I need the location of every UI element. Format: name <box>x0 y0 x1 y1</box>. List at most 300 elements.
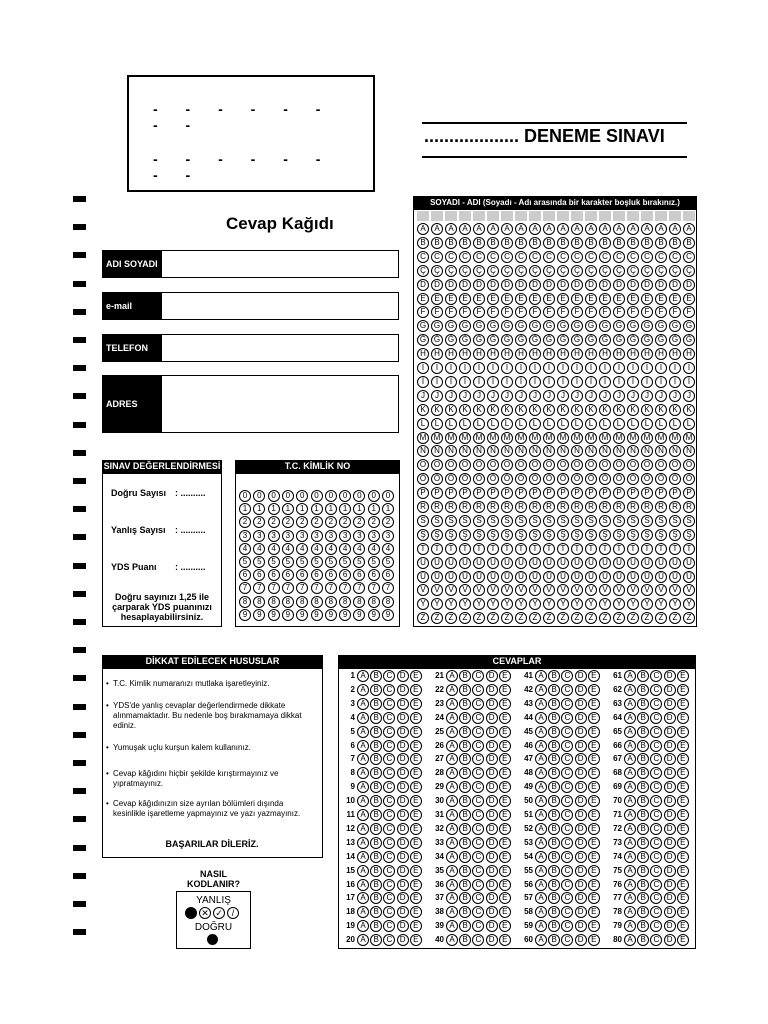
name-letter-bubble[interactable]: J <box>459 390 471 402</box>
name-letter-bubble[interactable]: Ö <box>557 473 569 485</box>
answer-bubble[interactable]: B <box>370 823 382 835</box>
answer-bubble[interactable]: E <box>588 851 600 863</box>
name-letter-bubble[interactable]: J <box>627 390 639 402</box>
name-letter-bubble[interactable]: P <box>543 487 555 499</box>
name-letter-bubble[interactable]: S <box>655 515 667 527</box>
tc-digit-bubble[interactable]: 4 <box>382 543 394 555</box>
name-letter-bubble[interactable]: L <box>669 418 681 430</box>
answer-bubble[interactable]: E <box>499 740 511 752</box>
name-letter-bubble[interactable]: Z <box>543 612 555 624</box>
answer-bubble[interactable]: B <box>459 934 471 946</box>
answer-bubble[interactable]: B <box>637 670 649 682</box>
name-letter-bubble[interactable]: F <box>417 306 429 318</box>
name-letter-bubble[interactable]: R <box>431 501 443 513</box>
name-write-cell[interactable] <box>585 211 597 221</box>
answer-bubble[interactable]: D <box>486 851 498 863</box>
answer-bubble[interactable]: D <box>664 906 676 918</box>
name-letter-bubble[interactable]: R <box>669 501 681 513</box>
tc-digit-bubble[interactable]: 0 <box>296 490 308 502</box>
answer-bubble[interactable]: A <box>624 906 636 918</box>
name-letter-bubble[interactable]: D <box>599 279 611 291</box>
name-letter-bubble[interactable]: A <box>459 223 471 235</box>
answer-bubble[interactable]: E <box>410 781 422 793</box>
name-letter-bubble[interactable]: R <box>557 501 569 513</box>
answer-bubble[interactable]: C <box>561 865 573 877</box>
name-letter-bubble[interactable]: T <box>599 543 611 555</box>
name-letter-bubble[interactable]: C <box>473 251 485 263</box>
answer-bubble[interactable]: D <box>397 879 409 891</box>
name-letter-bubble[interactable]: C <box>627 251 639 263</box>
name-letter-bubble[interactable]: Y <box>515 598 527 610</box>
name-letter-bubble[interactable]: E <box>683 293 695 305</box>
name-letter-bubble[interactable]: O <box>669 459 681 471</box>
name-letter-bubble[interactable]: H <box>459 348 471 360</box>
name-letter-bubble[interactable]: K <box>529 404 541 416</box>
name-letter-bubble[interactable]: A <box>515 223 527 235</box>
name-letter-bubble[interactable]: V <box>515 584 527 596</box>
answer-bubble[interactable]: B <box>637 851 649 863</box>
name-letter-bubble[interactable]: E <box>529 293 541 305</box>
name-letter-bubble[interactable]: H <box>529 348 541 360</box>
name-letter-bubble[interactable]: U <box>683 557 695 569</box>
name-letter-bubble[interactable]: İ <box>641 376 653 388</box>
name-letter-bubble[interactable]: V <box>627 584 639 596</box>
answer-bubble[interactable]: C <box>650 879 662 891</box>
name-letter-bubble[interactable]: Z <box>683 612 695 624</box>
answer-bubble[interactable]: E <box>677 712 689 724</box>
tc-digit-bubble[interactable]: 0 <box>339 490 351 502</box>
answer-bubble[interactable]: C <box>561 781 573 793</box>
name-letter-bubble[interactable]: Ü <box>641 571 653 583</box>
answer-bubble[interactable]: E <box>499 753 511 765</box>
name-letter-bubble[interactable]: L <box>487 418 499 430</box>
name-letter-bubble[interactable]: Z <box>655 612 667 624</box>
answer-bubble[interactable]: B <box>459 892 471 904</box>
answer-bubble[interactable]: D <box>397 892 409 904</box>
answer-bubble[interactable]: C <box>561 767 573 779</box>
name-letter-bubble[interactable]: S <box>683 515 695 527</box>
name-letter-bubble[interactable]: T <box>417 543 429 555</box>
name-letter-bubble[interactable]: U <box>571 557 583 569</box>
name-letter-bubble[interactable]: A <box>501 223 513 235</box>
name-letter-bubble[interactable]: L <box>641 418 653 430</box>
name-letter-bubble[interactable]: E <box>557 293 569 305</box>
answer-bubble[interactable]: C <box>650 906 662 918</box>
name-letter-bubble[interactable]: K <box>501 404 513 416</box>
answer-bubble[interactable]: B <box>637 698 649 710</box>
name-letter-bubble[interactable]: C <box>445 251 457 263</box>
answer-bubble[interactable]: B <box>637 837 649 849</box>
answer-bubble[interactable]: D <box>397 712 409 724</box>
name-letter-bubble[interactable]: Ö <box>501 473 513 485</box>
tc-digit-bubble[interactable]: 8 <box>368 596 380 608</box>
answer-bubble[interactable]: E <box>410 740 422 752</box>
name-letter-bubble[interactable]: M <box>585 432 597 444</box>
name-write-cell[interactable] <box>669 211 681 221</box>
tc-digit-bubble[interactable]: 7 <box>311 582 323 594</box>
answer-bubble[interactable]: E <box>588 698 600 710</box>
answer-bubble[interactable]: A <box>446 920 458 932</box>
tc-digit-bubble[interactable]: 7 <box>382 582 394 594</box>
name-letter-bubble[interactable]: F <box>459 306 471 318</box>
answer-bubble[interactable]: C <box>561 934 573 946</box>
name-letter-bubble[interactable]: H <box>487 348 499 360</box>
name-letter-bubble[interactable]: I <box>431 362 443 374</box>
answer-bubble[interactable]: B <box>548 753 560 765</box>
answer-bubble[interactable]: C <box>383 712 395 724</box>
answer-bubble[interactable]: B <box>370 879 382 891</box>
tc-digit-bubble[interactable]: 2 <box>239 516 251 528</box>
name-letter-bubble[interactable]: N <box>515 445 527 457</box>
name-letter-bubble[interactable]: F <box>627 306 639 318</box>
answer-bubble[interactable]: D <box>486 934 498 946</box>
name-letter-bubble[interactable]: N <box>501 445 513 457</box>
name-letter-bubble[interactable]: Ö <box>543 473 555 485</box>
tc-digit-bubble[interactable]: 8 <box>282 596 294 608</box>
answer-bubble[interactable]: B <box>459 865 471 877</box>
tc-digit-bubble[interactable]: 1 <box>253 503 265 515</box>
name-letter-bubble[interactable]: E <box>599 293 611 305</box>
name-letter-bubble[interactable]: T <box>641 543 653 555</box>
answer-bubble[interactable]: C <box>561 753 573 765</box>
name-letter-bubble[interactable]: F <box>543 306 555 318</box>
name-letter-bubble[interactable]: J <box>557 390 569 402</box>
name-letter-bubble[interactable]: S <box>417 515 429 527</box>
name-letter-bubble[interactable]: P <box>613 487 625 499</box>
name-letter-bubble[interactable]: Ö <box>599 473 611 485</box>
answer-bubble[interactable]: B <box>459 837 471 849</box>
name-letter-bubble[interactable]: R <box>445 501 457 513</box>
name-letter-bubble[interactable]: F <box>501 306 513 318</box>
name-letter-bubble[interactable]: E <box>445 293 457 305</box>
tc-digit-bubble[interactable]: 4 <box>339 543 351 555</box>
tc-digit-bubble[interactable]: 5 <box>368 556 380 568</box>
name-letter-bubble[interactable]: Ü <box>445 571 457 583</box>
answer-bubble[interactable]: E <box>499 670 511 682</box>
tc-digit-bubble[interactable]: 9 <box>268 609 280 621</box>
answer-bubble[interactable]: B <box>459 670 471 682</box>
name-letter-bubble[interactable]: Ü <box>571 571 583 583</box>
name-letter-bubble[interactable]: Ğ <box>627 334 639 346</box>
answer-bubble[interactable]: E <box>677 823 689 835</box>
answer-bubble[interactable]: C <box>383 670 395 682</box>
answer-bubble[interactable]: D <box>486 698 498 710</box>
tc-digit-bubble[interactable]: 1 <box>339 503 351 515</box>
name-letter-bubble[interactable]: L <box>613 418 625 430</box>
name-letter-bubble[interactable]: E <box>501 293 513 305</box>
tc-digit-bubble[interactable]: 6 <box>353 569 365 581</box>
answer-bubble[interactable]: E <box>588 934 600 946</box>
name-letter-bubble[interactable]: İ <box>459 376 471 388</box>
name-letter-bubble[interactable]: A <box>613 223 625 235</box>
name-letter-bubble[interactable]: Ö <box>473 473 485 485</box>
name-letter-bubble[interactable]: Y <box>669 598 681 610</box>
name-letter-bubble[interactable]: R <box>571 501 583 513</box>
name-letter-bubble[interactable]: P <box>571 487 583 499</box>
name-letter-bubble[interactable]: L <box>529 418 541 430</box>
name-letter-bubble[interactable]: Z <box>585 612 597 624</box>
name-letter-bubble[interactable]: Ğ <box>669 334 681 346</box>
answer-bubble[interactable]: A <box>624 851 636 863</box>
name-letter-bubble[interactable]: Ş <box>431 529 443 541</box>
answer-bubble[interactable]: E <box>499 906 511 918</box>
tc-digit-bubble[interactable]: 7 <box>268 582 280 594</box>
name-write-cell[interactable] <box>445 211 457 221</box>
answer-bubble[interactable]: A <box>535 726 547 738</box>
tc-digit-bubble[interactable]: 7 <box>325 582 337 594</box>
answer-bubble[interactable]: B <box>459 809 471 821</box>
name-letter-bubble[interactable]: Z <box>571 612 583 624</box>
name-letter-bubble[interactable]: Ö <box>459 473 471 485</box>
answer-bubble[interactable]: A <box>446 934 458 946</box>
answer-bubble[interactable]: B <box>370 781 382 793</box>
tc-digit-bubble[interactable]: 5 <box>325 556 337 568</box>
answer-bubble[interactable]: C <box>650 837 662 849</box>
answer-bubble[interactable]: E <box>499 781 511 793</box>
answer-bubble[interactable]: B <box>637 865 649 877</box>
tc-digit-bubble[interactable]: 9 <box>325 609 337 621</box>
answer-bubble[interactable]: E <box>588 865 600 877</box>
tc-digit-bubble[interactable]: 8 <box>339 596 351 608</box>
name-letter-bubble[interactable]: U <box>501 557 513 569</box>
name-letter-bubble[interactable]: V <box>557 584 569 596</box>
name-letter-bubble[interactable]: R <box>627 501 639 513</box>
answer-bubble[interactable]: B <box>548 670 560 682</box>
answer-bubble[interactable]: D <box>575 823 587 835</box>
name-letter-bubble[interactable]: K <box>417 404 429 416</box>
answer-bubble[interactable]: C <box>650 670 662 682</box>
name-letter-bubble[interactable]: T <box>445 543 457 555</box>
name-letter-bubble[interactable]: O <box>641 459 653 471</box>
answer-bubble[interactable]: D <box>397 726 409 738</box>
answer-bubble[interactable]: D <box>486 892 498 904</box>
answer-bubble[interactable]: D <box>664 740 676 752</box>
tc-digit-bubble[interactable]: 9 <box>253 609 265 621</box>
answer-bubble[interactable]: C <box>383 837 395 849</box>
name-letter-bubble[interactable]: F <box>473 306 485 318</box>
name-letter-bubble[interactable]: R <box>459 501 471 513</box>
name-letter-bubble[interactable]: H <box>641 348 653 360</box>
name-letter-bubble[interactable]: Ç <box>473 265 485 277</box>
name-letter-bubble[interactable]: H <box>655 348 667 360</box>
answer-bubble[interactable]: E <box>499 726 511 738</box>
answer-bubble[interactable]: A <box>446 906 458 918</box>
name-letter-bubble[interactable]: Ü <box>473 571 485 583</box>
answer-bubble[interactable]: A <box>446 809 458 821</box>
name-letter-bubble[interactable]: Ü <box>529 571 541 583</box>
name-letter-bubble[interactable]: B <box>627 237 639 249</box>
name-letter-bubble[interactable]: Z <box>627 612 639 624</box>
name-letter-bubble[interactable]: A <box>417 223 429 235</box>
name-letter-bubble[interactable]: U <box>529 557 541 569</box>
name-letter-bubble[interactable]: Ş <box>417 529 429 541</box>
answer-bubble[interactable]: D <box>486 753 498 765</box>
name-letter-bubble[interactable]: A <box>543 223 555 235</box>
tc-digit-bubble[interactable]: 8 <box>382 596 394 608</box>
name-letter-bubble[interactable]: İ <box>557 376 569 388</box>
name-letter-bubble[interactable]: N <box>683 445 695 457</box>
name-letter-bubble[interactable]: C <box>571 251 583 263</box>
answer-bubble[interactable]: D <box>664 851 676 863</box>
answer-bubble[interactable]: B <box>459 795 471 807</box>
name-write-cell[interactable] <box>529 211 541 221</box>
name-write-cell[interactable] <box>683 211 695 221</box>
name-letter-bubble[interactable]: L <box>627 418 639 430</box>
answer-bubble[interactable]: A <box>357 920 369 932</box>
name-letter-bubble[interactable]: J <box>655 390 667 402</box>
name-letter-bubble[interactable]: Ş <box>515 529 527 541</box>
name-letter-bubble[interactable]: Ü <box>655 571 667 583</box>
tc-digit-bubble[interactable]: 4 <box>311 543 323 555</box>
answer-bubble[interactable]: A <box>624 670 636 682</box>
name-letter-bubble[interactable]: S <box>613 515 625 527</box>
name-letter-bubble[interactable]: U <box>613 557 625 569</box>
name-letter-bubble[interactable]: R <box>683 501 695 513</box>
name-letter-bubble[interactable]: U <box>627 557 639 569</box>
answer-bubble[interactable]: B <box>459 726 471 738</box>
name-letter-bubble[interactable]: B <box>669 237 681 249</box>
tc-digit-bubble[interactable]: 3 <box>253 530 265 542</box>
name-letter-bubble[interactable]: İ <box>683 376 695 388</box>
name-letter-bubble[interactable]: I <box>599 362 611 374</box>
tc-digit-bubble[interactable]: 3 <box>325 530 337 542</box>
answer-bubble[interactable]: D <box>575 781 587 793</box>
name-letter-bubble[interactable]: U <box>417 557 429 569</box>
answer-bubble[interactable]: B <box>459 753 471 765</box>
answer-bubble[interactable]: A <box>624 809 636 821</box>
answer-bubble[interactable]: E <box>410 837 422 849</box>
answer-bubble[interactable]: B <box>370 837 382 849</box>
name-letter-bubble[interactable]: Y <box>641 598 653 610</box>
tc-digit-bubble[interactable]: 7 <box>282 582 294 594</box>
name-letter-bubble[interactable]: G <box>501 320 513 332</box>
name-letter-bubble[interactable]: İ <box>669 376 681 388</box>
answer-bubble[interactable]: E <box>499 767 511 779</box>
name-letter-bubble[interactable]: I <box>669 362 681 374</box>
name-letter-bubble[interactable]: P <box>431 487 443 499</box>
name-letter-bubble[interactable]: R <box>501 501 513 513</box>
name-letter-bubble[interactable]: A <box>445 223 457 235</box>
name-letter-bubble[interactable]: Ş <box>571 529 583 541</box>
name-letter-bubble[interactable]: I <box>543 362 555 374</box>
name-letter-bubble[interactable]: Ç <box>445 265 457 277</box>
tc-digit-bubble[interactable]: 7 <box>239 582 251 594</box>
name-letter-bubble[interactable]: G <box>557 320 569 332</box>
answer-bubble[interactable]: A <box>535 767 547 779</box>
answer-bubble[interactable]: B <box>459 823 471 835</box>
name-letter-bubble[interactable]: O <box>529 459 541 471</box>
name-letter-bubble[interactable]: C <box>431 251 443 263</box>
name-letter-bubble[interactable]: L <box>459 418 471 430</box>
name-letter-bubble[interactable]: L <box>585 418 597 430</box>
answer-bubble[interactable]: D <box>664 712 676 724</box>
name-letter-bubble[interactable]: C <box>641 251 653 263</box>
answer-bubble[interactable]: A <box>624 934 636 946</box>
name-letter-bubble[interactable]: İ <box>543 376 555 388</box>
answer-bubble[interactable]: C <box>650 712 662 724</box>
name-letter-bubble[interactable]: C <box>683 251 695 263</box>
tc-digit-bubble[interactable]: 9 <box>311 609 323 621</box>
answer-bubble[interactable]: C <box>383 684 395 696</box>
name-letter-bubble[interactable]: G <box>669 320 681 332</box>
name-letter-bubble[interactable]: N <box>557 445 569 457</box>
tc-digit-bubble[interactable]: 3 <box>268 530 280 542</box>
answer-bubble[interactable]: D <box>486 712 498 724</box>
answer-bubble[interactable]: B <box>548 823 560 835</box>
tc-digit-bubble[interactable]: 0 <box>268 490 280 502</box>
answer-bubble[interactable]: D <box>575 920 587 932</box>
answer-bubble[interactable]: C <box>383 767 395 779</box>
answer-bubble[interactable]: C <box>472 781 484 793</box>
name-letter-bubble[interactable]: Ğ <box>445 334 457 346</box>
name-letter-bubble[interactable]: A <box>431 223 443 235</box>
answer-bubble[interactable]: E <box>677 865 689 877</box>
name-letter-bubble[interactable]: V <box>459 584 471 596</box>
tc-digit-bubble[interactable]: 7 <box>353 582 365 594</box>
answer-bubble[interactable]: A <box>357 795 369 807</box>
name-letter-bubble[interactable]: Ğ <box>683 334 695 346</box>
answer-bubble[interactable]: C <box>472 684 484 696</box>
answer-bubble[interactable]: E <box>677 892 689 904</box>
name-letter-bubble[interactable]: E <box>543 293 555 305</box>
name-letter-bubble[interactable]: Y <box>417 598 429 610</box>
answer-bubble[interactable]: E <box>588 920 600 932</box>
name-letter-bubble[interactable]: I <box>683 362 695 374</box>
answer-bubble[interactable]: B <box>548 934 560 946</box>
answer-bubble[interactable]: B <box>459 906 471 918</box>
answer-bubble[interactable]: C <box>561 726 573 738</box>
answer-bubble[interactable]: E <box>499 879 511 891</box>
name-letter-bubble[interactable]: Ü <box>669 571 681 583</box>
name-letter-bubble[interactable]: I <box>459 362 471 374</box>
name-letter-bubble[interactable]: K <box>669 404 681 416</box>
name-letter-bubble[interactable]: Ö <box>529 473 541 485</box>
name-letter-bubble[interactable]: E <box>473 293 485 305</box>
answer-bubble[interactable]: B <box>548 892 560 904</box>
name-letter-bubble[interactable]: Y <box>627 598 639 610</box>
tc-digit-bubble[interactable]: 5 <box>253 556 265 568</box>
tc-digit-bubble[interactable]: 5 <box>339 556 351 568</box>
answer-bubble[interactable]: A <box>624 879 636 891</box>
name-letter-bubble[interactable]: P <box>585 487 597 499</box>
answer-bubble[interactable]: B <box>637 934 649 946</box>
answer-bubble[interactable]: D <box>575 892 587 904</box>
name-letter-bubble[interactable]: A <box>641 223 653 235</box>
name-letter-bubble[interactable]: I <box>627 362 639 374</box>
answer-bubble[interactable]: E <box>588 837 600 849</box>
name-letter-bubble[interactable]: Ş <box>557 529 569 541</box>
answer-bubble[interactable]: E <box>588 712 600 724</box>
answer-bubble[interactable]: D <box>397 670 409 682</box>
name-letter-bubble[interactable]: V <box>585 584 597 596</box>
answer-bubble[interactable]: E <box>677 879 689 891</box>
name-letter-bubble[interactable]: S <box>641 515 653 527</box>
name-letter-bubble[interactable]: D <box>515 279 527 291</box>
tc-digit-bubble[interactable]: 6 <box>339 569 351 581</box>
name-letter-bubble[interactable]: D <box>613 279 625 291</box>
name-letter-bubble[interactable]: Z <box>473 612 485 624</box>
field-input[interactable] <box>161 334 399 362</box>
name-letter-bubble[interactable]: N <box>627 445 639 457</box>
answer-bubble[interactable]: B <box>548 851 560 863</box>
name-letter-bubble[interactable]: S <box>529 515 541 527</box>
name-letter-bubble[interactable]: Ö <box>487 473 499 485</box>
name-letter-bubble[interactable]: T <box>501 543 513 555</box>
answer-bubble[interactable]: A <box>624 726 636 738</box>
name-letter-bubble[interactable]: S <box>599 515 611 527</box>
name-letter-bubble[interactable]: R <box>641 501 653 513</box>
answer-bubble[interactable]: A <box>535 795 547 807</box>
